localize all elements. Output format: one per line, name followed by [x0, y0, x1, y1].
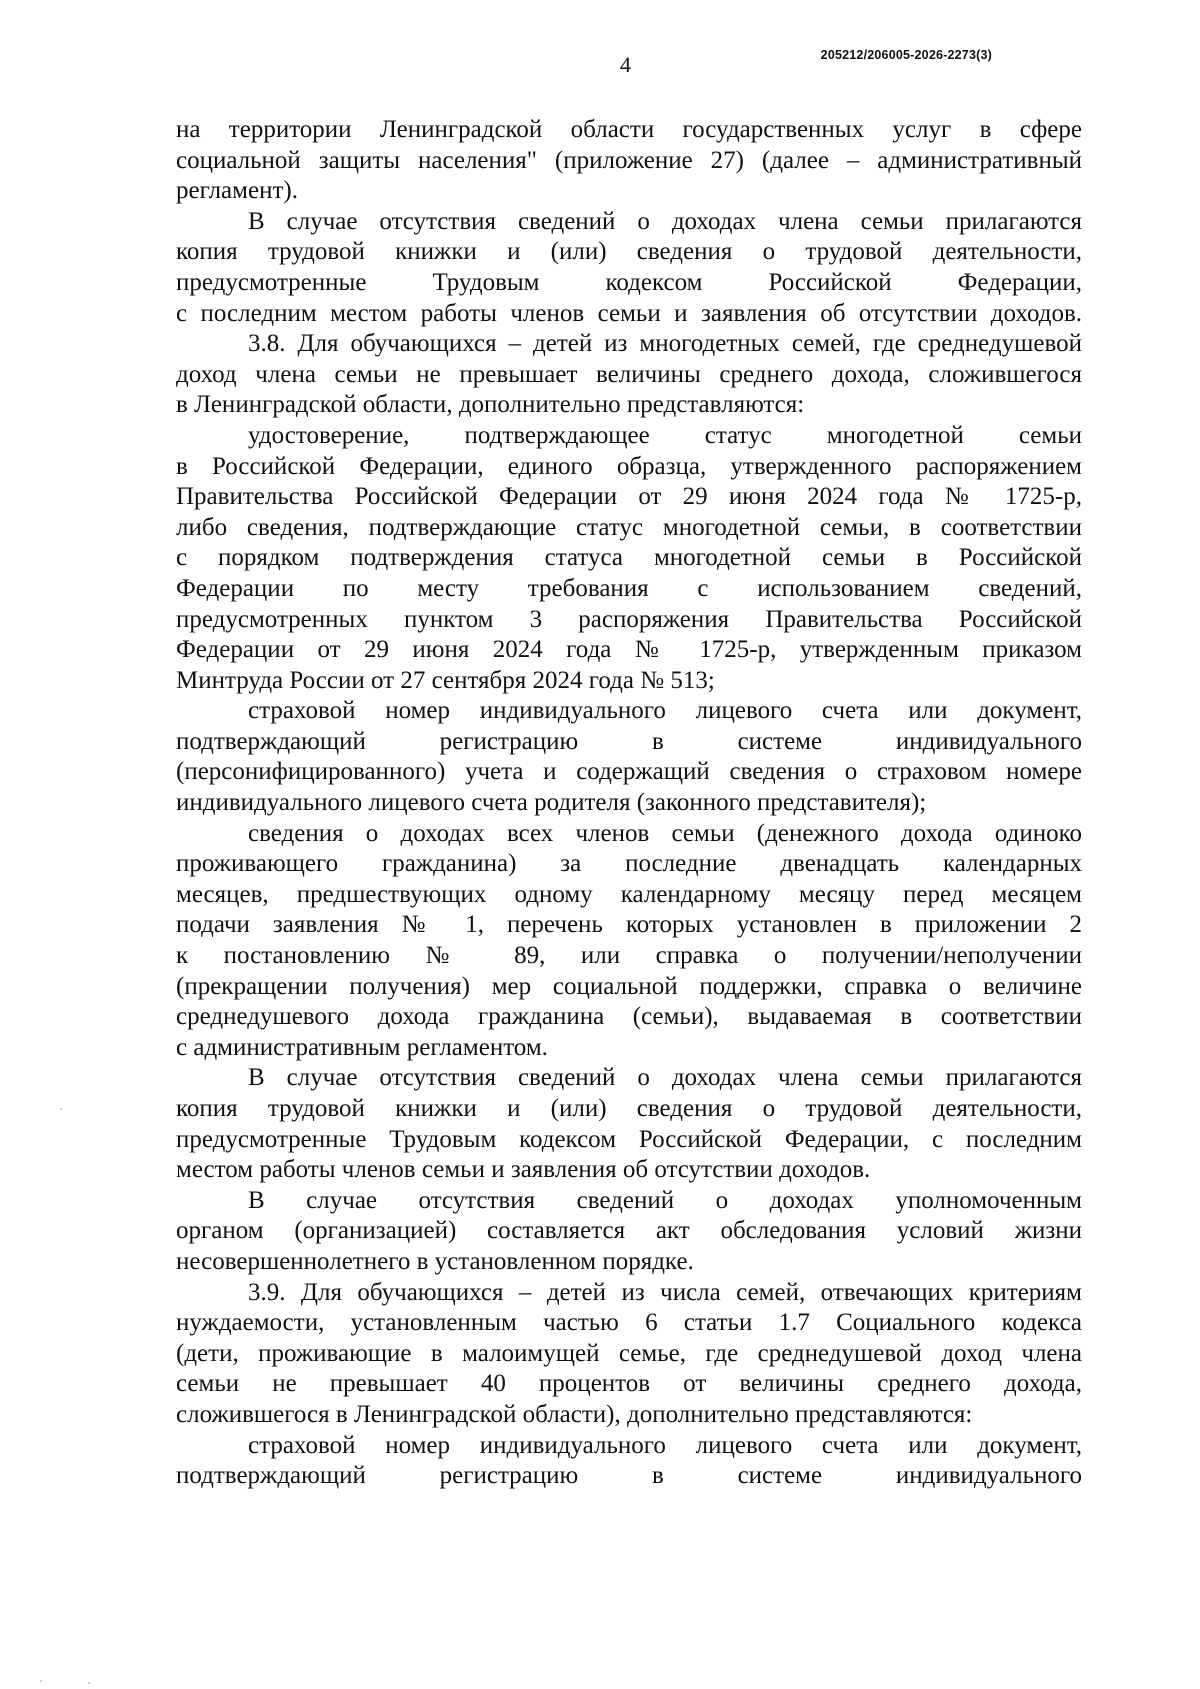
text-line: с последним местом работы членов семьи и заявления об отсутствии доходов. — [176, 299, 1082, 327]
paragraph-first-line: 3.8. Для обучающихся – детей из многодетных семей, где среднедушевой — [248, 330, 1082, 358]
text-line: предусмотренные Трудовым кодексом Российской Федерации, — [176, 268, 1082, 296]
paragraph-first-line: 3.9. Для обучающихся – детей из числа семей, отвечающих критериям — [248, 1278, 1082, 1306]
scan-speck — [60, 1108, 62, 1110]
paragraph-first-line: В случае отсутствия сведений о доходах члена семьи прилагаются — [248, 1064, 1082, 1092]
paragraph-first-line: страховой номер индивидуального лицевого счета или документ, — [248, 697, 1082, 725]
text-line: Федерации от 29 июня 2024 года № 1725-р, утвержденным приказом — [176, 636, 1082, 664]
text-line: либо сведения, подтверждающие статус многодетной семьи, в соответствии — [176, 513, 1082, 541]
scan-speck — [88, 1682, 90, 1684]
text-line: подтверждающий регистрацию в системе индивидуального — [176, 1462, 1082, 1490]
text-line: Минтруда России от 27 сентября 2024 года № 513; — [176, 666, 715, 694]
text-line: (дети, проживающие в малоимущей семье, где среднедушевой доход члена — [176, 1339, 1082, 1367]
paragraph-first-line: В случае отсутствия сведений о доходах члена семьи прилагаются — [248, 207, 1082, 235]
text-line: на территории Ленинградской области государственных услуг в сфере — [176, 116, 1082, 143]
document-registration-code: 205212/206005-2026-2273(3) — [820, 48, 992, 62]
text-line: социальной защиты населения" (приложение 27) (далее – административный — [176, 146, 1082, 174]
text-line: с порядком подтверждения статуса многодетной семьи в Российской — [176, 544, 1082, 572]
page-number: 4 — [620, 52, 631, 77]
text-line: доход члена семьи не превышает величины среднего дохода, сложившегося — [176, 360, 1082, 388]
text-line: Правительства Российской Федерации от 29 июня 2024 года № 1725-р, — [176, 483, 1082, 511]
text-line: подтверждающий регистрацию в системе индивидуального — [176, 727, 1082, 755]
text-line: подачи заявления № 1, перечень которых установлен в приложении 2 — [176, 911, 1082, 939]
text-line: к постановлению № 89, или справка о получении/неполучении — [176, 942, 1082, 970]
text-line: регламент). — [176, 177, 298, 205]
text-line: в Ленинградской области, дополнительно представляются: — [176, 391, 805, 419]
text-line: предусмотренные Трудовым кодексом Российской Федерации, с последним — [176, 1125, 1082, 1153]
text-line: с административным регламентом. — [176, 1033, 548, 1061]
text-line: (персонифицированного) учета и содержащий сведения о страховом номере — [176, 758, 1082, 786]
text-line: индивидуального лицевого счета родителя (законного представителя); — [176, 789, 927, 817]
text-line: Федерации по месту требования с использованием сведений, — [176, 574, 1082, 602]
text-line: проживающего гражданина) за последние двенадцать календарных — [176, 850, 1082, 878]
text-line: среднедушевого дохода гражданина (семьи), выдаваемая в соответствии — [176, 1003, 1082, 1031]
text-line: месяцев, предшествующих одному календарному месяцу перед месяцем — [176, 880, 1082, 908]
text-line: несовершеннолетнего в установленном порядке. — [176, 1247, 694, 1275]
text-line: в Российской Федерации, единого образца, утвержденного распоряжением — [176, 452, 1082, 480]
text-line: (прекращении получения) мер социальной поддержки, справка о величине — [176, 972, 1082, 1000]
text-line: местом работы членов семьи и заявления об отсутствии доходов. — [176, 1156, 871, 1184]
text-line: предусмотренных пунктом 3 распоряжения Правительства Российской — [176, 605, 1082, 633]
paragraph-first-line: страховой номер индивидуального лицевого счета или документ, — [248, 1431, 1082, 1459]
text-line: органом (организацией) составляется акт обследования условий жизни — [176, 1217, 1082, 1245]
text-line: семьи не превышает 40 процентов от величины среднего дохода, — [176, 1370, 1082, 1398]
text-line: копия трудовой книжки и (или) сведения о трудовой деятельности, — [176, 238, 1082, 266]
document-body-text — [176, 115, 1082, 1492]
paragraph-first-line: сведения о доходах всех членов семьи (денежного дохода одиноко — [248, 819, 1082, 847]
text-line: сложившегося в Ленинградской области), дополнительно представляются: — [176, 1400, 973, 1428]
paragraph-first-line: удостоверение, подтверждающее статус многодетной семьи — [248, 421, 1082, 449]
text-line: нуждаемости, установленным частью 6 статьи 1.7 Социального кодекса — [176, 1309, 1082, 1337]
scan-speck — [40, 1680, 42, 1682]
paragraph-first-line: В случае отсутствия сведений о доходах уполномоченным — [248, 1186, 1082, 1214]
text-line: копия трудовой книжки и (или) сведения о трудовой деятельности, — [176, 1095, 1082, 1122]
